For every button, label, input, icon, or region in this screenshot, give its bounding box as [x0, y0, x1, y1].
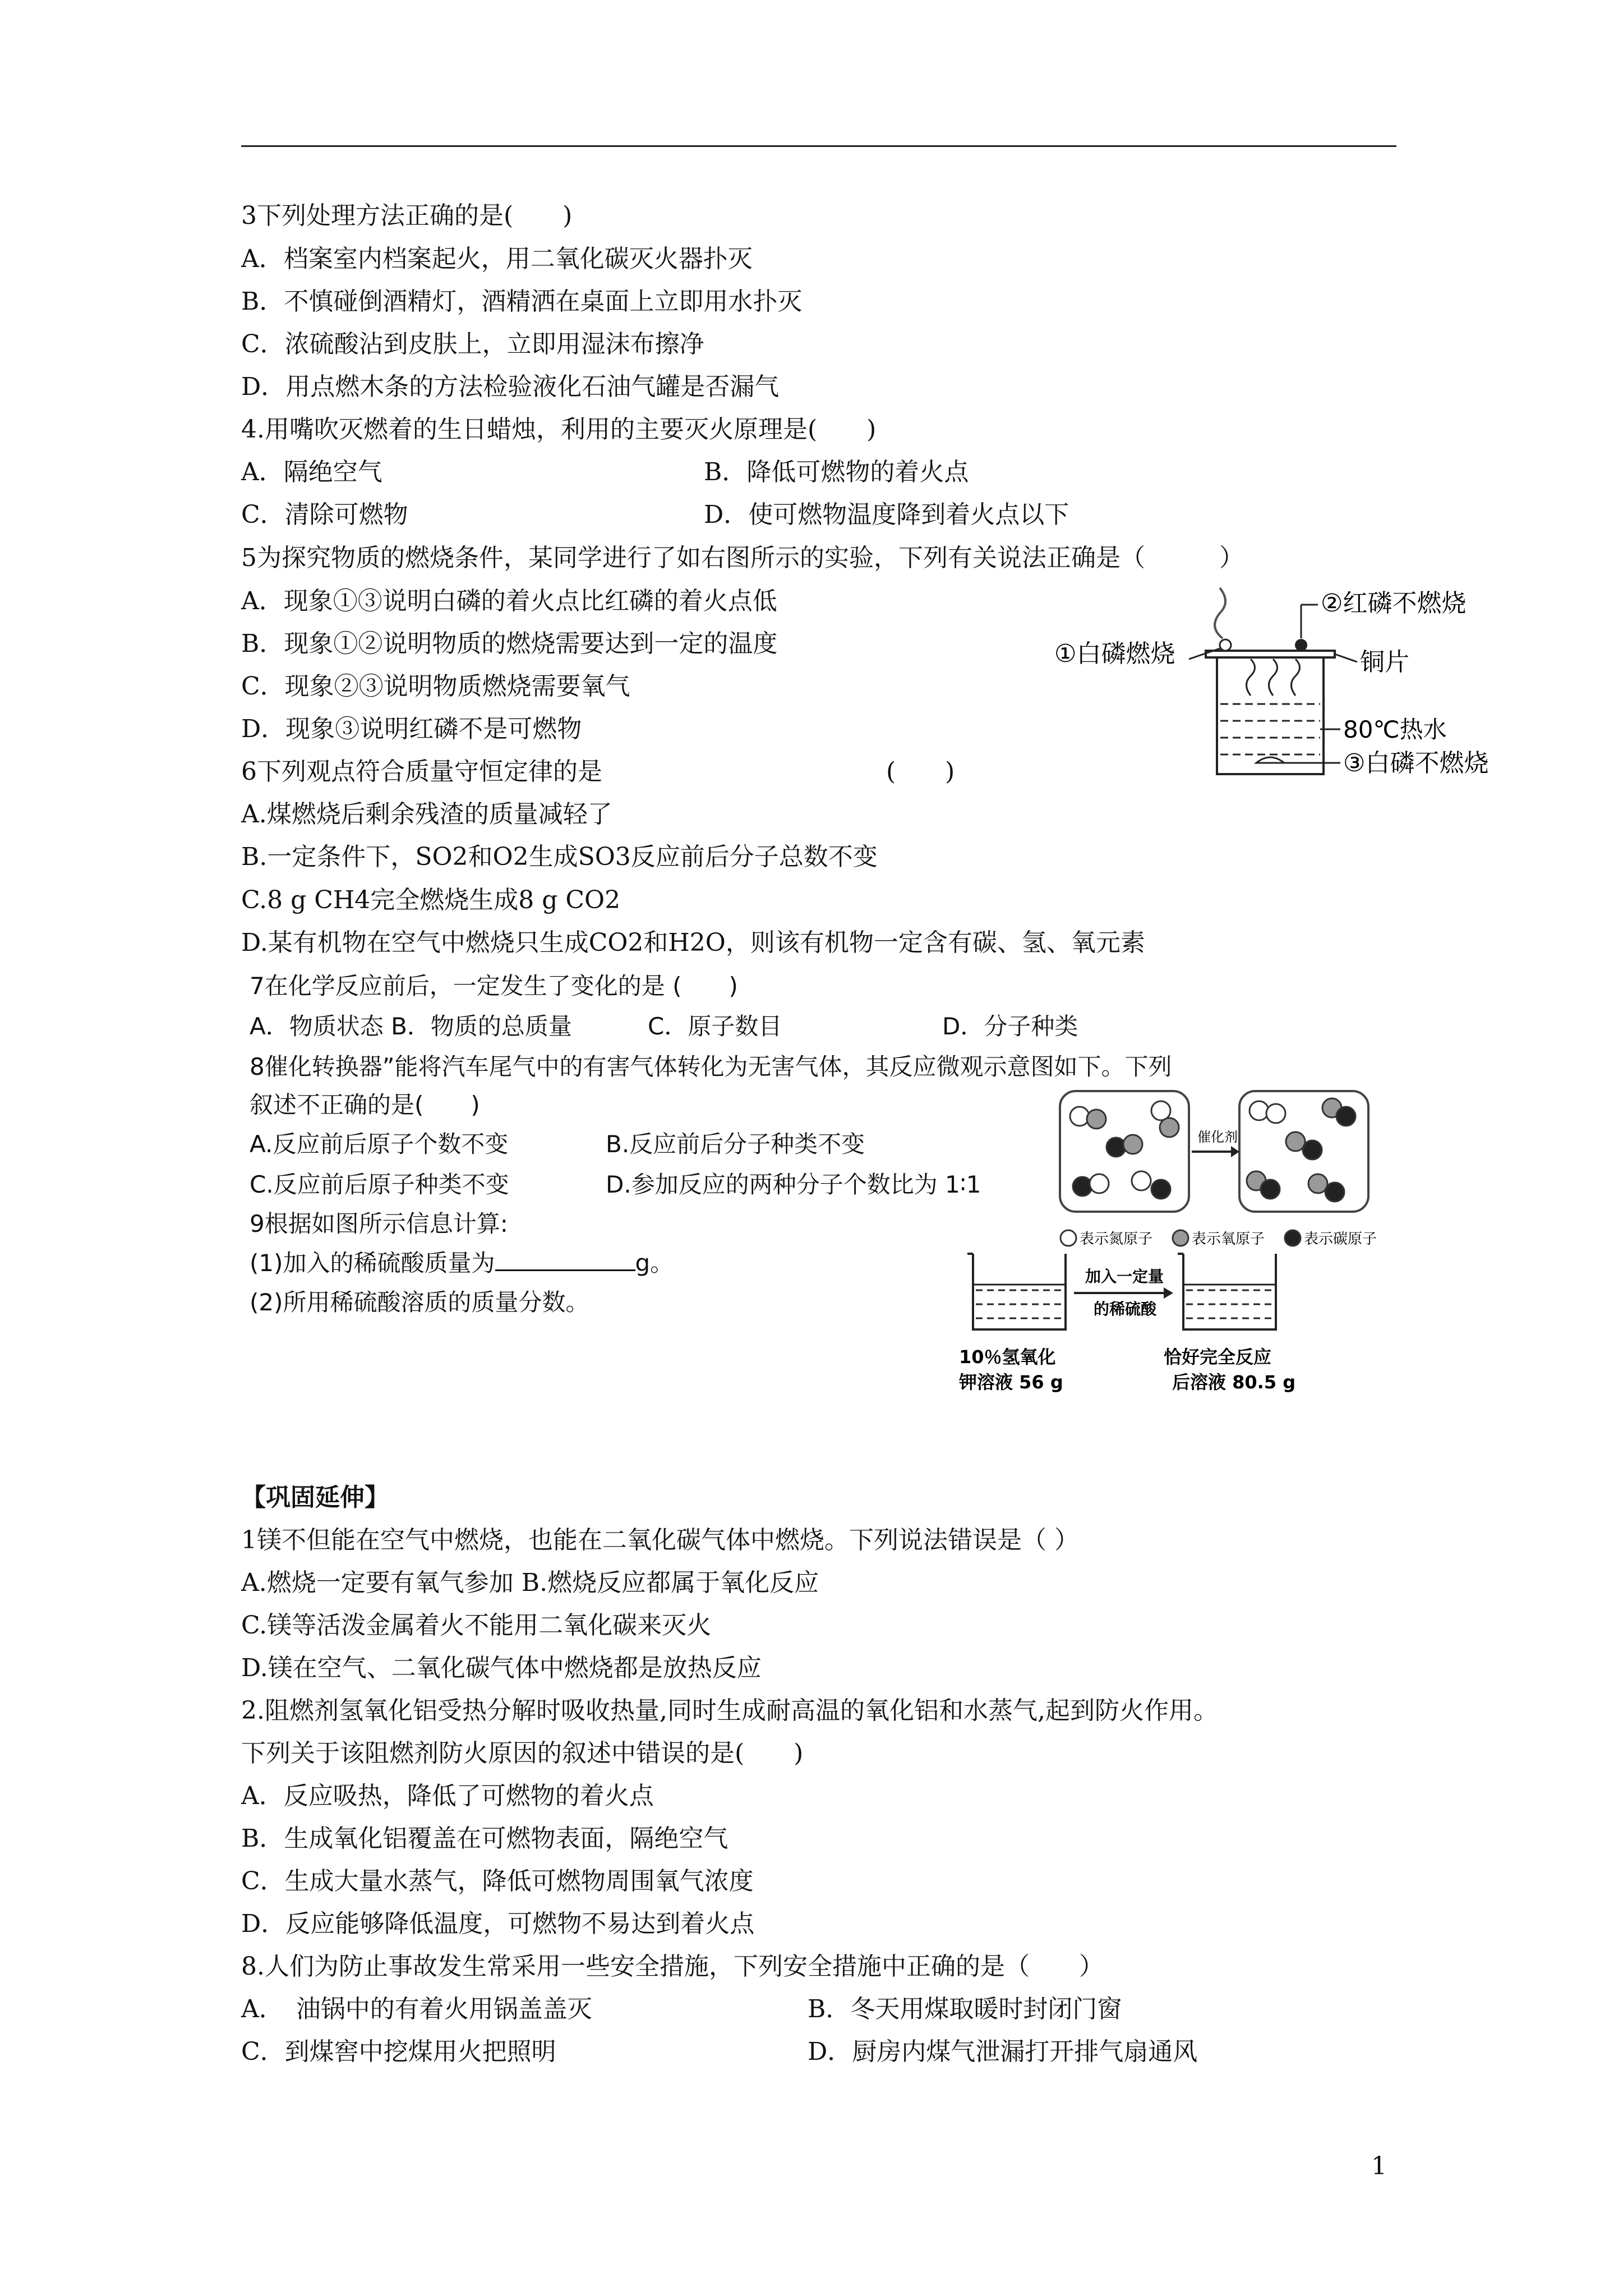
e2-option-a: A．反应吸热，降低了可燃物的着火点: [241, 1782, 654, 1810]
q8-stem-line1: 8催化转换器”能将汽车尾气中的有害气体转化为无害气体，其反应微观示意图如下。下列: [250, 1053, 1172, 1080]
q9-part1-unit: g。: [635, 1249, 674, 1277]
q6-option-b: B.一定条件下，SO2和O2生成SO3反应前后分子总数不变: [241, 843, 878, 871]
q4-option-a: A．隔绝空气: [241, 458, 382, 486]
q7-stem: 7在化学反应前后，一定发生了变化的是 ( ): [250, 972, 738, 1000]
catalyst-label: 催化剂: [1197, 1129, 1238, 1145]
e8-option-d: D．厨房内煤气泄漏打开排气扇通风: [808, 2037, 1198, 2066]
q6-option-c: C.8 g CH4完全燃烧生成8 g CO2: [241, 886, 621, 914]
q5-option-b: B．现象①②说明物质的燃烧需要达到一定的温度: [241, 629, 778, 658]
e2-stem-line2: 下列关于该阻燃剂防火原因的叙述中错误的是( ): [241, 1739, 804, 1768]
section-heading: 【巩固延伸】: [241, 1483, 389, 1512]
e1-option-ab: A.燃烧一定要有氧气参加 B.燃烧反应都属于氧化反应: [241, 1568, 819, 1597]
hot-water-icon: [1220, 704, 1320, 754]
q3-option-a: A．档案室内档案起火，用二氧化碳灭火器扑灭: [241, 245, 753, 273]
smoke-icon: [1215, 588, 1225, 638]
e2-option-c: C．生成大量水蒸气，降低可燃物周围氧气浓度: [241, 1867, 754, 1895]
q5-phosphorus-figure: [1054, 578, 1514, 791]
q8-option-a: A.反应前后原子个数不变: [250, 1130, 509, 1158]
q5-option-d: D．现象③说明红磷不是可燃物: [241, 715, 582, 743]
q9-part1: [250, 1246, 674, 1280]
q7-option-c: C．原子数目: [648, 1013, 782, 1040]
underwater-white-phosphorus: [1256, 757, 1284, 763]
q5-stem: 5为探究物质的燃烧条件，某同学进行了如右图所示的实验，下列有关说法正确是（ ）: [241, 544, 1244, 572]
e1-option-d: D.镁在空气、二氧化碳气体中燃烧都是放热反应: [241, 1654, 762, 1682]
q4-option-d: D．使可燃物温度降到着火点以下: [704, 500, 1069, 529]
arrow-label-line1: 加入一定量: [1085, 1267, 1164, 1286]
right-caption-line2: 后溶液 80.5 g: [1172, 1372, 1296, 1393]
q6-option-a: A.煤燃烧后剩余残渣的质量减轻了: [241, 800, 612, 829]
copper-plate: [1206, 651, 1335, 657]
label-white-phosphorus-not-burning: ③白磷不燃烧: [1343, 749, 1489, 777]
header-rule: [241, 145, 1396, 147]
q8-micro-diagram: [1049, 1085, 1486, 1254]
legend-oxygen: 表示氧原子: [1192, 1231, 1265, 1248]
q4-stem: 4.用嘴吹灭燃着的生日蜡烛，利用的主要灭火原理是( ): [241, 415, 877, 444]
left-caption-line1: 10％氢氧化: [959, 1346, 1056, 1368]
q9-part1-text: (1)加入的稀硫酸质量为: [250, 1249, 495, 1277]
q8-stem-line2: 叙述不正确的是( ): [250, 1091, 480, 1119]
e1-stem: 1镁不但能在空气中燃烧，也能在二氧化碳气体中燃烧。下列说法错误是（ ）: [241, 1526, 1079, 1554]
right-beaker-icon: [1183, 1254, 1276, 1329]
e1-option-c: C.镁等活泼金属着火不能用二氧化碳来灭火: [241, 1611, 712, 1640]
left-caption-line2: 钾溶液 56 g: [959, 1372, 1063, 1393]
label-red-phosphorus: ②红磷不燃烧: [1321, 589, 1467, 618]
e2-option-b: B．生成氧化铝覆盖在可燃物表面，隔绝空气: [241, 1824, 728, 1853]
label-white-phosphorus-burning: ①白磷燃烧: [1054, 639, 1175, 668]
q9-part2: (2)所用稀硫酸溶质的质量分数。: [250, 1289, 589, 1316]
q6-option-d: D.某有机物在空气中燃烧只生成CO2和H2O，则该有机物一定含有碳、氢、氧元素: [241, 928, 1145, 957]
q3-option-c: C．浓硫酸沾到皮肤上，立即用湿沫布擦净: [241, 330, 704, 358]
q3-option-d: D．用点燃木条的方法检验液化石油气罐是否漏气: [241, 372, 780, 401]
q4-option-b: B．降低可燃物的着火点: [704, 458, 969, 486]
steam-icon: [1247, 659, 1300, 696]
q6-stem: 6下列观点符合质量守恒定律的是: [241, 757, 602, 786]
e8-option-a: A． 油锅中的有着火用锅盖盖灭: [241, 1995, 592, 2023]
right-caption-line1: 恰好完全反应: [1164, 1346, 1272, 1368]
q3-option-b: B．不慎碰倒酒精灯，酒精洒在桌面上立即用水扑灭: [241, 287, 803, 316]
e8-stem: 8.人们为防止事故发生常采用一些安全措施，下列安全措施中正确的是（ ）: [241, 1952, 1104, 1981]
q6-paren: ( ): [886, 757, 955, 786]
e8-option-c: C．到煤窖中挖煤用火把照明: [241, 2037, 556, 2066]
q8-option-c: C.反应前后原子种类不变: [250, 1171, 509, 1198]
e8-option-b: B．冬天用煤取暖时封闭门窗: [808, 1995, 1122, 2023]
e2-stem-line1: 2.阻燃剂氢氧化铝受热分解时吸收热量,同时生成耐高温的氧化铝和水蒸气,起到防火作用。: [241, 1696, 1218, 1725]
q7-option-d: D．分子种类: [942, 1013, 1078, 1040]
label-copper: 铜片: [1360, 648, 1409, 677]
page-number: 1: [1371, 2152, 1387, 2180]
q9-stem: 9根据如图所示信息计算:: [250, 1210, 508, 1237]
q4-option-c: C．清除可燃物: [241, 500, 408, 529]
q5-option-c: C．现象②③说明物质燃烧需要氧气: [241, 672, 630, 701]
q3-stem: 3下列处理方法正确的是( ): [241, 201, 573, 230]
legend-nitrogen: 表示氮原子: [1080, 1231, 1153, 1248]
answer-blank[interactable]: [495, 1247, 635, 1271]
q8-option-d: D.参加反应的两种分子个数比为 1∶1: [606, 1171, 981, 1198]
white-phosphorus: [1220, 639, 1231, 651]
q9-beaker-figure: [942, 1243, 1324, 1411]
red-phosphorus: [1295, 639, 1307, 651]
q8-option-b: B.反应前后分子种类不变: [606, 1130, 865, 1158]
e2-option-d: D．反应能够降低温度，可燃物不易达到着火点: [241, 1910, 755, 1938]
arrow-label-line2: 的稀硫酸: [1094, 1300, 1157, 1318]
q7-option-ab: A．物质状态 B．物质的总质量: [250, 1013, 572, 1040]
label-hot-water: 80℃热水: [1343, 716, 1447, 743]
left-beaker-icon: [973, 1254, 1066, 1329]
beaker-icon: [1217, 654, 1324, 774]
q5-option-a: A．现象①③说明白磷的着火点比红磷的着火点低: [241, 587, 777, 615]
legend-carbon: 表示碳原子: [1304, 1231, 1377, 1248]
